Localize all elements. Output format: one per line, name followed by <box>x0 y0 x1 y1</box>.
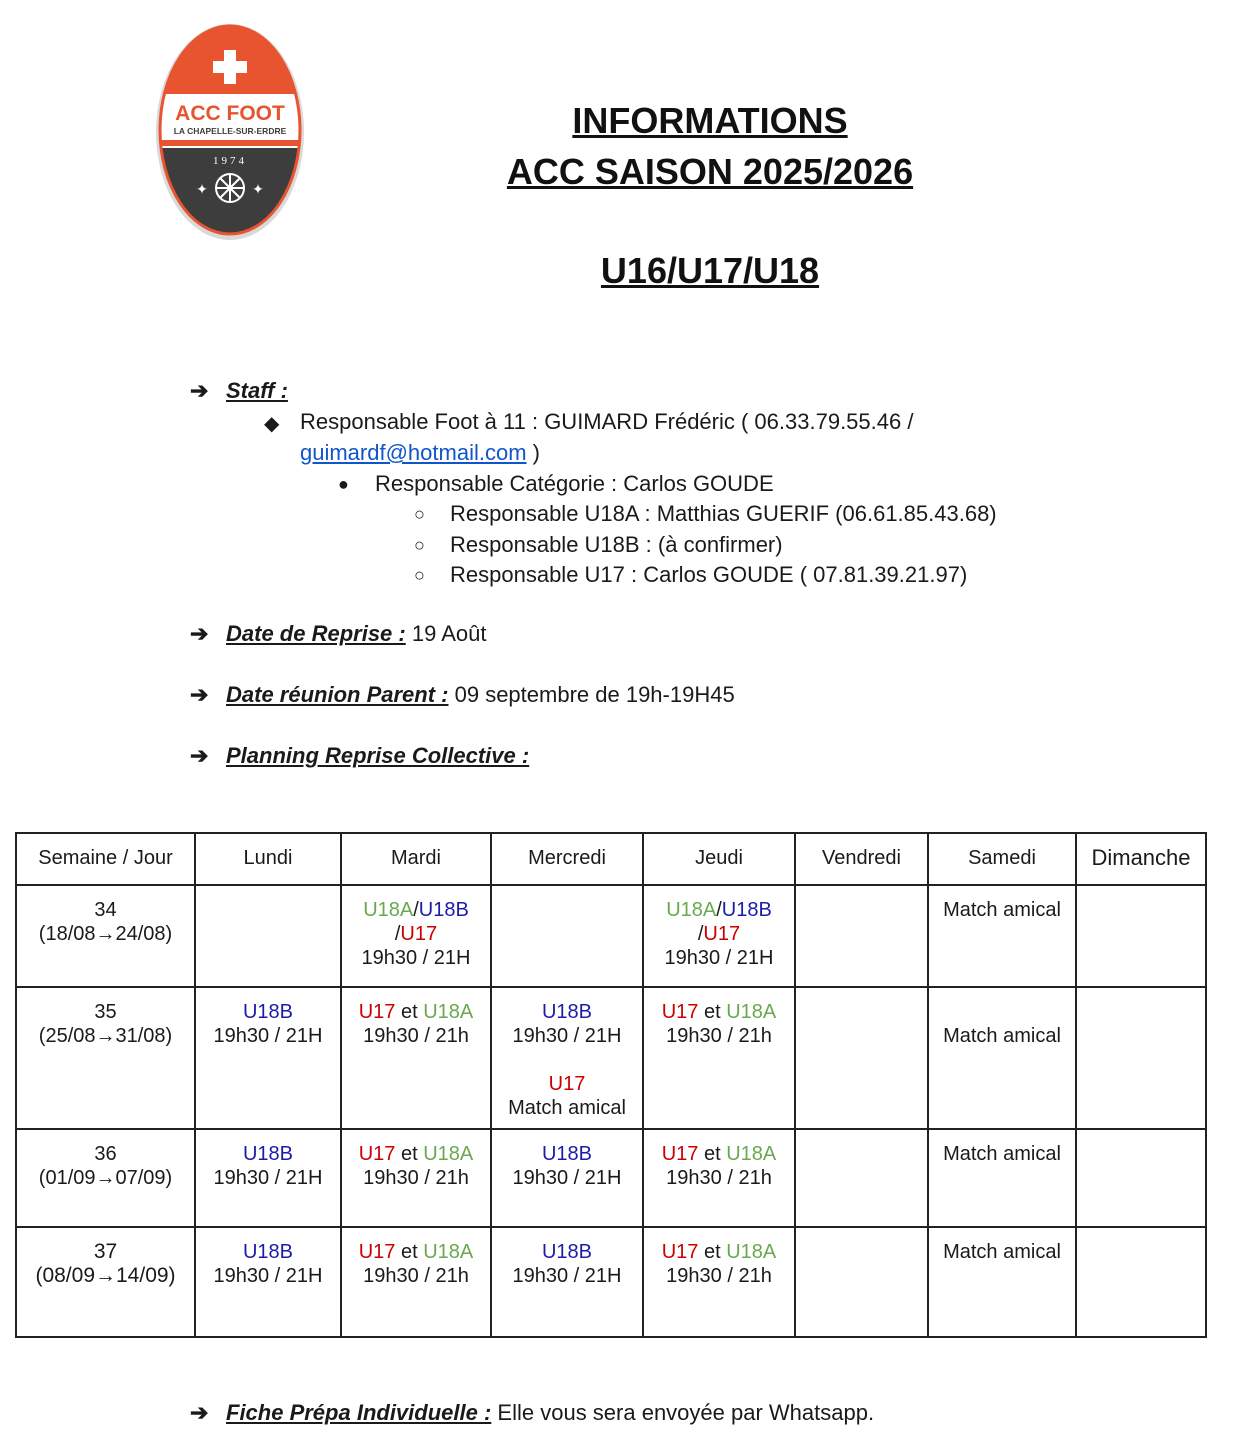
team-tag: U18B <box>541 1143 593 1165</box>
arrow-icon: ➔ <box>190 621 209 646</box>
table-row <box>16 1129 1206 1227</box>
table-row <box>16 885 1206 987</box>
team-tag: U18A <box>423 1001 474 1023</box>
wheel-icon <box>216 174 244 202</box>
team-tag: U18B <box>242 1241 294 1263</box>
separator: / <box>716 899 722 921</box>
match-label: Match amical <box>943 1143 1061 1165</box>
team-tag: U18B <box>721 899 772 921</box>
conjunction: et <box>400 1241 418 1263</box>
title-informations: INFORMATIONS <box>572 100 848 141</box>
time-slot: 19h30 / 21H <box>512 1265 622 1287</box>
day-cell <box>643 987 795 1129</box>
fiche-section <box>190 1400 874 1426</box>
staff-foot11-close: ) <box>532 440 540 465</box>
conjunction: et <box>703 1143 721 1165</box>
team-tag: U18A <box>423 1143 474 1165</box>
team-tag: U18A <box>726 1143 777 1165</box>
day-cell <box>491 885 643 987</box>
diamond-bullet-icon: ◆ <box>264 413 280 435</box>
week-number: 35 <box>94 1001 117 1023</box>
staff-u17: Responsable U17 : Carlos GOUDE ( 07.81.39.21.97) <box>450 562 968 587</box>
logo-name: ACC FOOT <box>175 102 285 125</box>
time-slot: 19h30 / 21H <box>361 947 471 969</box>
day-cell <box>195 1129 341 1227</box>
reunion-value: 09 septembre de 19h-19H45 <box>454 682 735 707</box>
day-cell <box>643 1227 795 1337</box>
day-cell <box>491 1129 643 1227</box>
club-logo <box>150 22 310 240</box>
day-cell <box>795 885 928 987</box>
team-tag: U17 <box>548 1073 586 1095</box>
day-cell <box>341 987 491 1129</box>
team-tag: U17 <box>703 923 741 945</box>
team-tag: U18B <box>418 899 469 921</box>
time-slot: 19h30 / 21h <box>666 1167 772 1189</box>
col-header: Mercredi <box>491 833 643 885</box>
team-tag: U18A <box>726 1001 777 1023</box>
separator: / <box>697 923 704 945</box>
week-range: (01/09→07/09) <box>38 1167 173 1189</box>
staff-section <box>190 378 288 404</box>
col-header: Lundi <box>195 833 341 885</box>
day-cell <box>795 1227 928 1337</box>
time-slot: 19h30 / 21h <box>666 1265 772 1287</box>
day-cell <box>928 987 1076 1129</box>
arrow-icon: ➔ <box>190 743 209 768</box>
staff-foot11-email-line <box>300 440 540 466</box>
conjunction: et <box>703 1241 721 1263</box>
circle-bullet-icon: ○ <box>414 535 425 555</box>
team-tag: U17 <box>358 1143 396 1165</box>
team-tag: U18B <box>242 1143 294 1165</box>
fiche-label: Fiche Prépa Individuelle : <box>226 1400 492 1425</box>
day-cell <box>491 1227 643 1337</box>
reprise-label: Date de Reprise : <box>226 621 406 646</box>
table-row <box>16 987 1206 1129</box>
disc-bullet-icon: ● <box>338 474 349 494</box>
time-slot: 19h30 / 21H <box>213 1167 323 1189</box>
day-cell <box>491 987 643 1129</box>
day-cell <box>1076 1227 1206 1337</box>
team-tag: U18A <box>363 899 414 921</box>
day-cell <box>795 1129 928 1227</box>
arrow-icon: ➔ <box>190 1400 209 1425</box>
fiche-value: Elle vous sera envoyée par Whatsapp. <box>497 1400 875 1425</box>
reunion-section <box>190 682 735 708</box>
day-cell <box>195 987 341 1129</box>
week-range: (08/09→14/09) <box>35 1264 176 1287</box>
day-cell <box>195 1227 341 1337</box>
day-cell <box>195 885 341 987</box>
conjunction: et <box>703 1001 721 1023</box>
time-slot: 19h30 / 21H <box>512 1167 622 1189</box>
team-tag: U17 <box>661 1241 699 1263</box>
time-slot: 19h30 / 21H <box>213 1265 323 1287</box>
table-row <box>16 1227 1206 1337</box>
week-cell <box>16 1129 195 1227</box>
staff-heading: Staff : <box>226 378 288 403</box>
team-tag: U18B <box>541 1241 593 1263</box>
team-tag: U18A <box>726 1241 777 1263</box>
col-header: Mardi <box>341 833 491 885</box>
title-saison: ACC SAISON 2025/2026 <box>506 151 914 192</box>
logo-place: LA CHAPELLE-SUR-ERDRE <box>173 126 287 136</box>
circle-bullet-icon: ○ <box>414 504 425 524</box>
staff-categorie: Responsable Catégorie : Carlos GOUDE <box>375 471 774 496</box>
day-cell <box>928 1129 1076 1227</box>
match-label: Match amical <box>508 1097 626 1119</box>
day-cell <box>341 1227 491 1337</box>
week-cell <box>16 885 195 987</box>
week-cell <box>16 1227 195 1337</box>
staff-u18a: Responsable U18A : Matthias GUERIF (06.61.85.43.68) <box>450 501 997 526</box>
time-slot: 19h30 / 21H <box>213 1025 323 1047</box>
col-header: Semaine / Jour <box>16 833 195 885</box>
col-header: Dimanche <box>1076 833 1206 885</box>
title-categories: U16/U17/U18 <box>600 250 820 291</box>
col-header: Vendredi <box>795 833 928 885</box>
ermine-icon: ✦ <box>196 181 208 197</box>
planning-section <box>190 743 529 769</box>
staff-u18b: Responsable U18B : (à confirmer) <box>450 532 783 557</box>
day-cell <box>928 885 1076 987</box>
team-tag: U18B <box>541 1001 593 1023</box>
day-cell <box>928 1227 1076 1337</box>
match-label: Match amical <box>943 899 1061 921</box>
reunion-label: Date réunion Parent : <box>226 682 449 707</box>
time-slot: 19h30 / 21h <box>363 1025 469 1047</box>
ermine-icon: ✦ <box>252 181 264 197</box>
day-cell <box>643 885 795 987</box>
team-tag: U18B <box>242 1001 294 1023</box>
day-cell <box>1076 1129 1206 1227</box>
arrow-icon: ➔ <box>190 378 209 403</box>
col-header: Samedi <box>928 833 1076 885</box>
col-header: Jeudi <box>643 833 795 885</box>
day-cell <box>643 1129 795 1227</box>
conjunction: et <box>400 1001 418 1023</box>
email-link[interactable]: guimardf@hotmail.com <box>300 440 527 465</box>
time-slot: 19h30 / 21H <box>664 947 774 969</box>
day-cell <box>1076 987 1206 1129</box>
match-label: Match amical <box>943 1241 1061 1263</box>
team-tag: U18A <box>423 1241 474 1263</box>
week-range: (18/08→24/08) <box>38 923 173 945</box>
team-tag: U18A <box>666 899 717 921</box>
planning-table <box>15 832 1207 1338</box>
week-cell <box>16 987 195 1129</box>
reprise-value: 19 Août <box>411 621 487 646</box>
conjunction: et <box>400 1143 418 1165</box>
team-tag: U17 <box>358 1001 396 1023</box>
week-number: 34 <box>94 899 117 921</box>
arrow-icon: ➔ <box>190 682 209 707</box>
day-cell <box>341 1129 491 1227</box>
week-number: 36 <box>94 1143 117 1165</box>
week-range: (25/08→31/08) <box>38 1025 173 1047</box>
planning-label: Planning Reprise Collective : <box>226 743 530 768</box>
day-cell <box>341 885 491 987</box>
reprise-section <box>190 621 487 647</box>
separator: / <box>394 923 401 945</box>
day-cell <box>1076 885 1206 987</box>
separator: / <box>413 899 419 921</box>
time-slot: 19h30 / 21h <box>363 1167 469 1189</box>
team-tag: U17 <box>661 1001 699 1023</box>
time-slot: 19h30 / 21h <box>666 1025 772 1047</box>
staff-foot11: Responsable Foot à 11 : GUIMARD Frédéric ( 06.33.79.55.46 / <box>300 409 914 434</box>
team-tag: U17 <box>400 923 438 945</box>
logo-year: 1974 <box>213 155 247 167</box>
time-slot: 19h30 / 21H <box>512 1025 622 1047</box>
circle-bullet-icon: ○ <box>414 565 425 585</box>
time-slot: 19h30 / 21h <box>363 1265 469 1287</box>
match-label: Match amical <box>943 1025 1061 1047</box>
table-header-row <box>16 833 1206 885</box>
day-cell <box>795 987 928 1129</box>
week-number: 37 <box>93 1240 118 1263</box>
team-tag: U17 <box>358 1241 396 1263</box>
team-tag: U17 <box>661 1143 699 1165</box>
